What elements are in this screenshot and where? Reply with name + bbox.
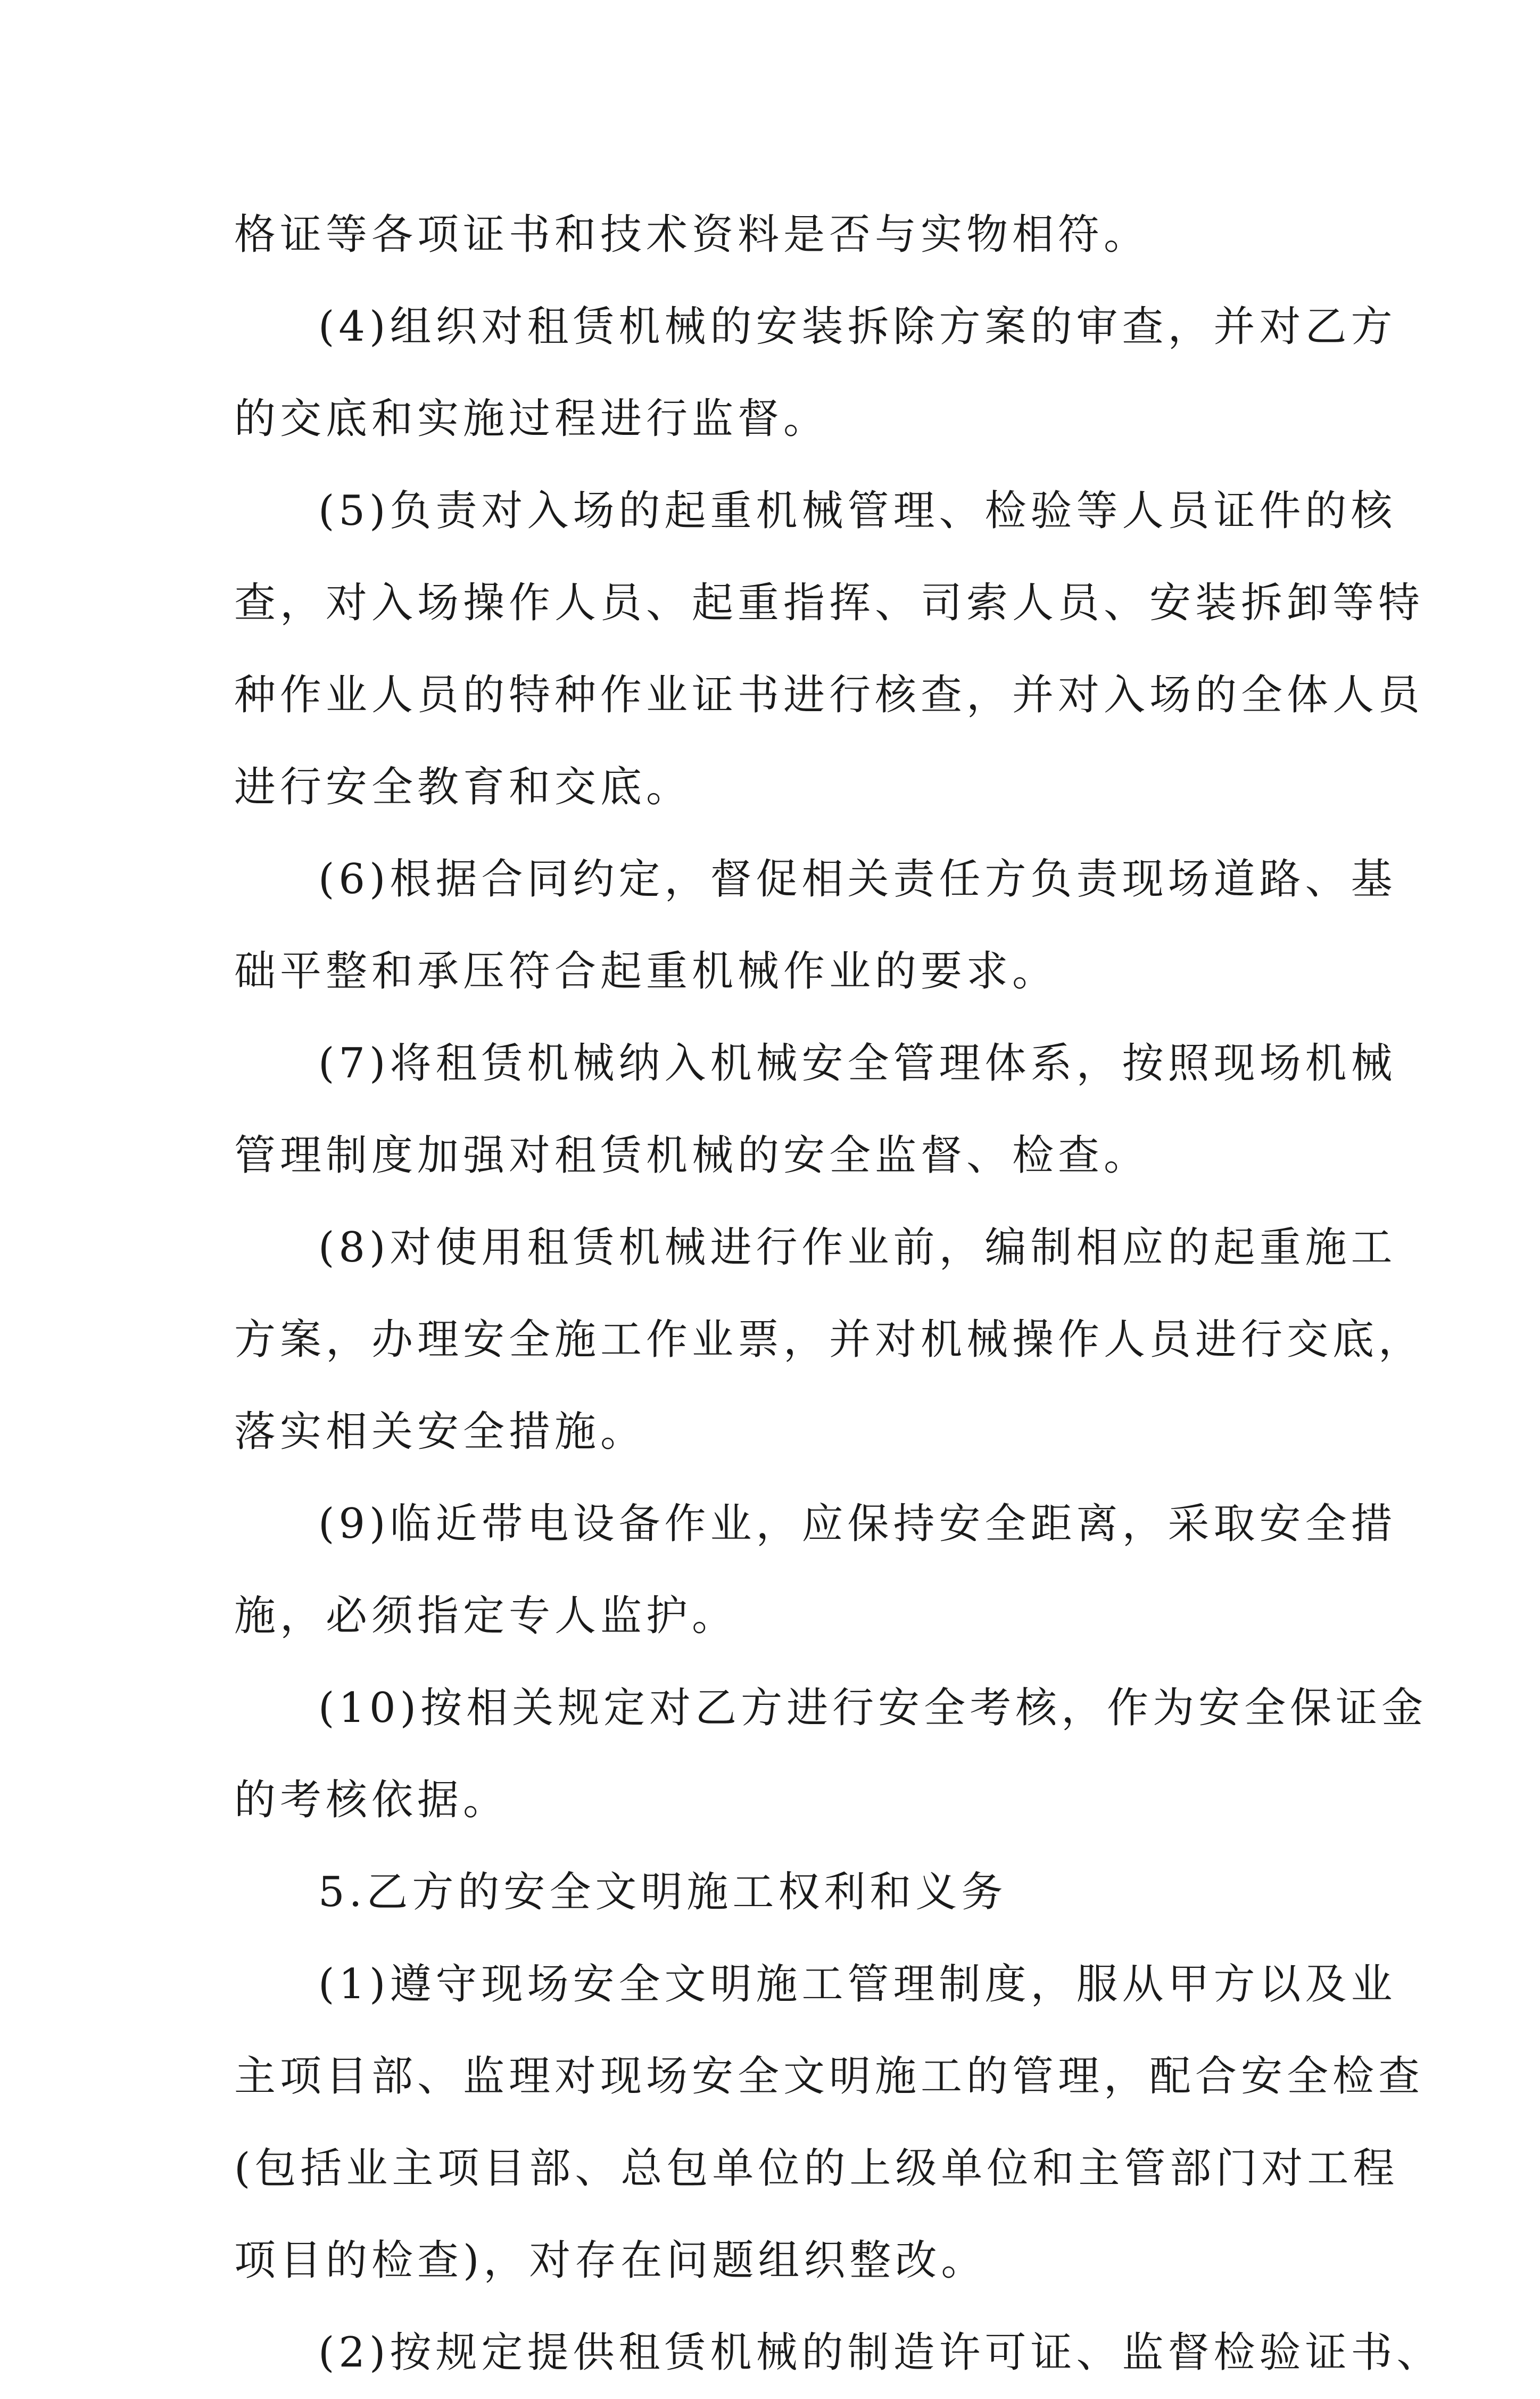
text-line: 格证等各项证书和技术资料是否与实物相符。 [234, 211, 1150, 259]
text-line: (8)对使用租赁机械进行作业前，编制相应的起重施工 [318, 1224, 1397, 1272]
text-line: 落实相关安全措施。 [234, 1408, 647, 1456]
body-text [234, 189, 1443, 2399]
text-line: (4)组织对租赁机械的安装拆除方案的审查，并对乙方 [318, 303, 1397, 351]
text-line: 方案，办理安全施工作业票，并对机械操作人员进行交底， [234, 1316, 1425, 1364]
text-line: 查，对入场操作人员、起重指挥、司索人员、安装拆卸等特 [234, 579, 1425, 627]
text-line: 进行安全教育和交底。 [234, 763, 692, 811]
text-line: 种作业人员的特种作业证书进行核查，并对入场的全体人员 [234, 671, 1425, 719]
text-line: (2)按规定提供租赁机械的制造许可证、监督检验证书、 [318, 2329, 1443, 2377]
text-line: 管理制度加强对租赁机械的安全监督、检查。 [234, 1132, 1150, 1180]
text-line: 的交底和实施过程进行监督。 [234, 395, 830, 443]
text-line: 施，必须指定专人监护。 [234, 1592, 738, 1640]
text-line: (1)遵守现场安全文明施工管理制度，服从甲方以及业 [318, 1960, 1397, 2008]
text-line: (包括业主项目部、总包单位的上级单位和主管部门对工程 [234, 2145, 1399, 2192]
text-line: 项目的检查)，对存在问题组织整改。 [234, 2237, 987, 2285]
section-heading: 5.乙方的安全文明施工权利和义务 [318, 1868, 1007, 1916]
text-line: 主项目部、监理对现场安全文明施工的管理，配合安全检查 [234, 2052, 1425, 2100]
text-line: 础平整和承压符合起重机械作业的要求。 [234, 947, 1058, 995]
text-line: (5)负责对入场的起重机械管理、检验等人员证件的核 [318, 487, 1397, 535]
text-line: (10)按相关规定对乙方进行安全考核，作为安全保证金 [318, 1684, 1428, 1732]
text-line: (6)根据合同约定，督促相关责任方负责现场道路、基 [318, 855, 1397, 903]
text-line: (9)临近带电设备作业，应保持安全距离，采取安全措 [318, 1500, 1397, 1548]
text-line: 的考核依据。 [234, 1776, 509, 1824]
text-line: (7)将租赁机械纳入机械安全管理体系，按照现场机械 [318, 1040, 1397, 1087]
